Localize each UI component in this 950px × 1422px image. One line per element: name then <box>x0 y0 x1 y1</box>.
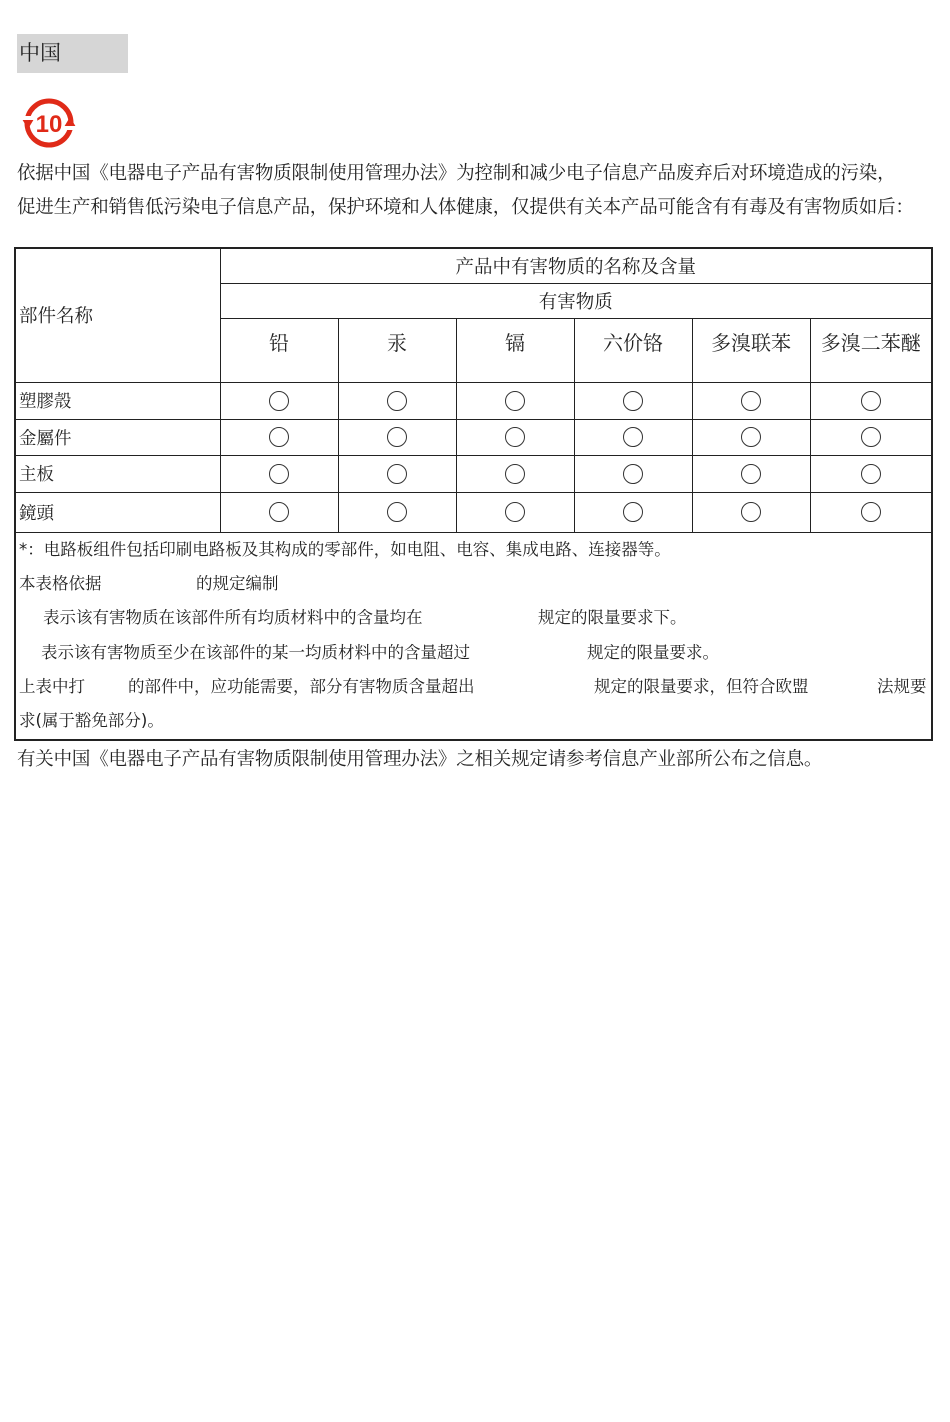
circle-icon <box>861 427 881 447</box>
part-name-header: 部件名称 <box>15 248 220 382</box>
note-pcb: *：电路板组件包括印刷电路板及其构成的零部件，如电阻、电容、集成电路、连接器等。 <box>19 539 671 559</box>
note-below-limit-end: 规定的限量要求下。 <box>538 608 687 628</box>
part-name: 鏡頭 <box>15 492 220 532</box>
circle-icon <box>505 427 525 447</box>
circle-icon <box>387 464 407 484</box>
part-name: 塑膠殼 <box>15 382 220 419</box>
note-exceed-limit-end: 规定的限量要求。 <box>587 642 719 662</box>
circle-icon <box>741 464 761 484</box>
note-basis: 本表格依据 <box>19 574 102 594</box>
intro-text <box>17 157 937 225</box>
circle-icon <box>269 391 289 411</box>
circle-icon <box>505 464 525 484</box>
note-exemption-a: 上表中打 <box>19 677 85 697</box>
note-exemption-d: 法规要 <box>877 677 927 697</box>
region-label: 中国 <box>17 34 128 73</box>
table-row <box>15 492 932 532</box>
table-row <box>15 419 932 455</box>
efup-10-icon <box>17 93 81 151</box>
table-subtitle: 有害物质 <box>220 283 932 318</box>
intro-line-2: 促进生产和销售低污染电子信息产品，保护环境和人体健康，仅提供有关本产品可能含有有毒及有害物质如后： <box>17 197 914 218</box>
circle-icon <box>623 391 643 411</box>
circle-icon <box>623 464 643 484</box>
intro-line-1: 依据中国《电器电子产品有害物质限制使用管理办法》为控制和减少电子信息产品废弃后对环境造成的污染， <box>17 163 896 184</box>
table-notes <box>15 532 932 740</box>
table-row <box>15 455 932 492</box>
part-name: 金屬件 <box>15 419 220 455</box>
circle-icon <box>387 427 407 447</box>
substance-lead: 铅 <box>220 318 338 382</box>
substance-pbb: 多溴联苯 <box>692 318 810 382</box>
substance-pbde: 多溴二苯醚 <box>810 318 932 382</box>
circle-icon <box>269 464 289 484</box>
circle-icon <box>741 427 761 447</box>
table-title: 产品中有害物质的名称及含量 <box>220 248 932 283</box>
substance-mercury: 汞 <box>338 318 456 382</box>
note-exemption-end: 求(属于豁免部分)。 <box>19 711 164 731</box>
circle-icon <box>387 391 407 411</box>
substance-chromium: 六价铬 <box>574 318 692 382</box>
circle-icon <box>741 391 761 411</box>
circle-icon <box>623 502 643 522</box>
circle-icon <box>505 502 525 522</box>
note-exemption-c: 规定的限量要求，但符合欧盟 <box>594 677 809 697</box>
note-basis-end: 的规定编制 <box>196 574 279 594</box>
substance-cadmium: 镉 <box>456 318 574 382</box>
note-exceed-limit: 表示该有害物质至少在该部件的某一均质材料中的含量超过 <box>41 642 470 662</box>
circle-icon <box>387 502 407 522</box>
note-exemption-b: 的部件中，应功能需要，部分有害物质含量超出 <box>128 677 475 697</box>
circle-icon <box>269 502 289 522</box>
table-row <box>15 382 932 419</box>
circle-icon <box>861 464 881 484</box>
hazardous-substance-table <box>14 247 933 741</box>
logo-number: 10 <box>35 111 63 138</box>
note-below-limit: 表示该有害物质在该部件所有均质材料中的含量均在 <box>43 608 423 628</box>
circle-icon <box>741 502 761 522</box>
footer-note: 有关中国《电器电子产品有害物质限制使用管理办法》之相关规定请参考信息产业部所公布之信息。 <box>17 749 823 770</box>
circle-icon <box>269 427 289 447</box>
circle-icon <box>861 502 881 522</box>
circle-icon <box>623 427 643 447</box>
circle-icon <box>505 391 525 411</box>
part-name: 主板 <box>15 455 220 492</box>
circle-icon <box>861 391 881 411</box>
